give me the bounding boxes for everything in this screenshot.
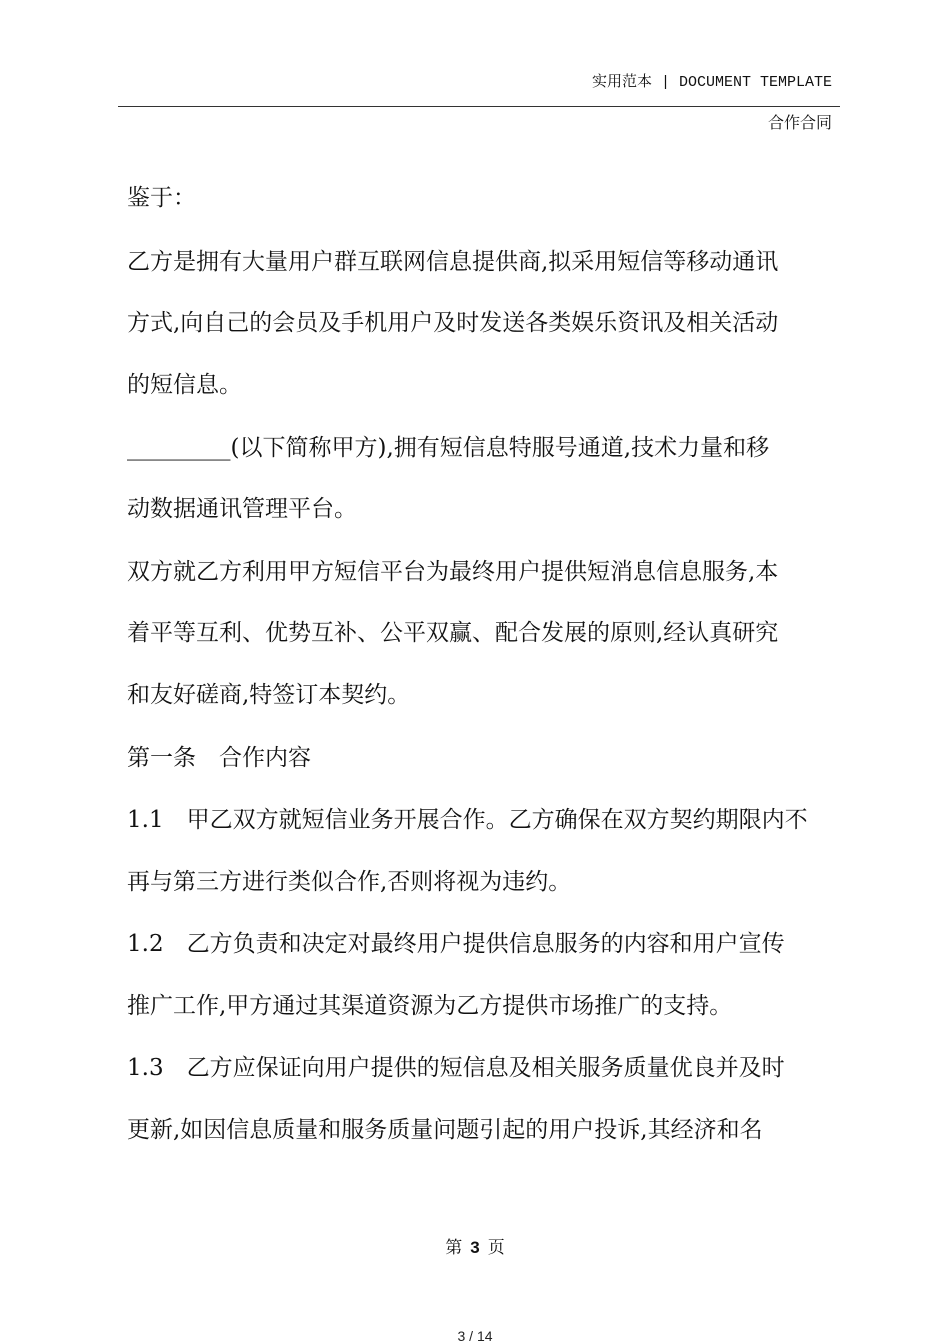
body-line: 和友好磋商,特签订本契约。 — [127, 682, 411, 708]
body-line: 鉴于： — [127, 185, 196, 211]
body-line: 动数据通讯管理平台。 — [127, 496, 357, 522]
page-prefix: 第 — [445, 1238, 463, 1258]
page-number-label — [0, 1233, 950, 1258]
body-line: 再与第三方进行类似合作,否则将视为违约。 — [127, 869, 572, 895]
body-line: _________(以下简称甲方),拥有短信息特服号通道,技术力量和移 — [127, 435, 770, 461]
body-line: 1.1 甲乙双方就短信业务开展合作。乙方确保在双方契约期限内不 — [127, 807, 808, 833]
body-line: 着平等互利、优势互补、公平双赢、配合发展的原则,经认真研究 — [127, 620, 779, 646]
body-line: 方式,向自己的会员及手机用户及时发送各类娱乐资讯及相关活动 — [127, 310, 779, 336]
body-line: 更新,如因信息质量和服务质量问题引起的用户投诉,其经济和名 — [127, 1117, 763, 1143]
body-line: 1.2 乙方负责和决定对最终用户提供信息服务的内容和用户宣传 — [127, 931, 785, 957]
document-header-subtitle: 合作合同 — [767, 115, 832, 132]
page-counter: 3 / 14 — [457, 1328, 493, 1344]
section-heading: 第一条 合作内容 — [127, 745, 311, 771]
document-header-title: 实用范本 | DOCUMENT TEMPLATE — [591, 74, 832, 91]
body-line: 乙方是拥有大量用户群互联网信息提供商,拟采用短信等移动通讯 — [127, 249, 779, 275]
body-line: 的短信息。 — [127, 372, 242, 398]
header-divider — [118, 106, 840, 107]
page-suffix: 页 — [487, 1238, 505, 1258]
body-line: 推广工作,甲方通过其渠道资源为乙方提供市场推广的支持。 — [127, 993, 733, 1019]
body-line: 双方就乙方利用甲方短信平台为最终用户提供短消息信息服务,本 — [127, 559, 779, 585]
page-number: 3 — [470, 1238, 480, 1257]
body-line: 1.3 乙方应保证向用户提供的短信息及相关服务质量优良并及时 — [127, 1055, 785, 1081]
